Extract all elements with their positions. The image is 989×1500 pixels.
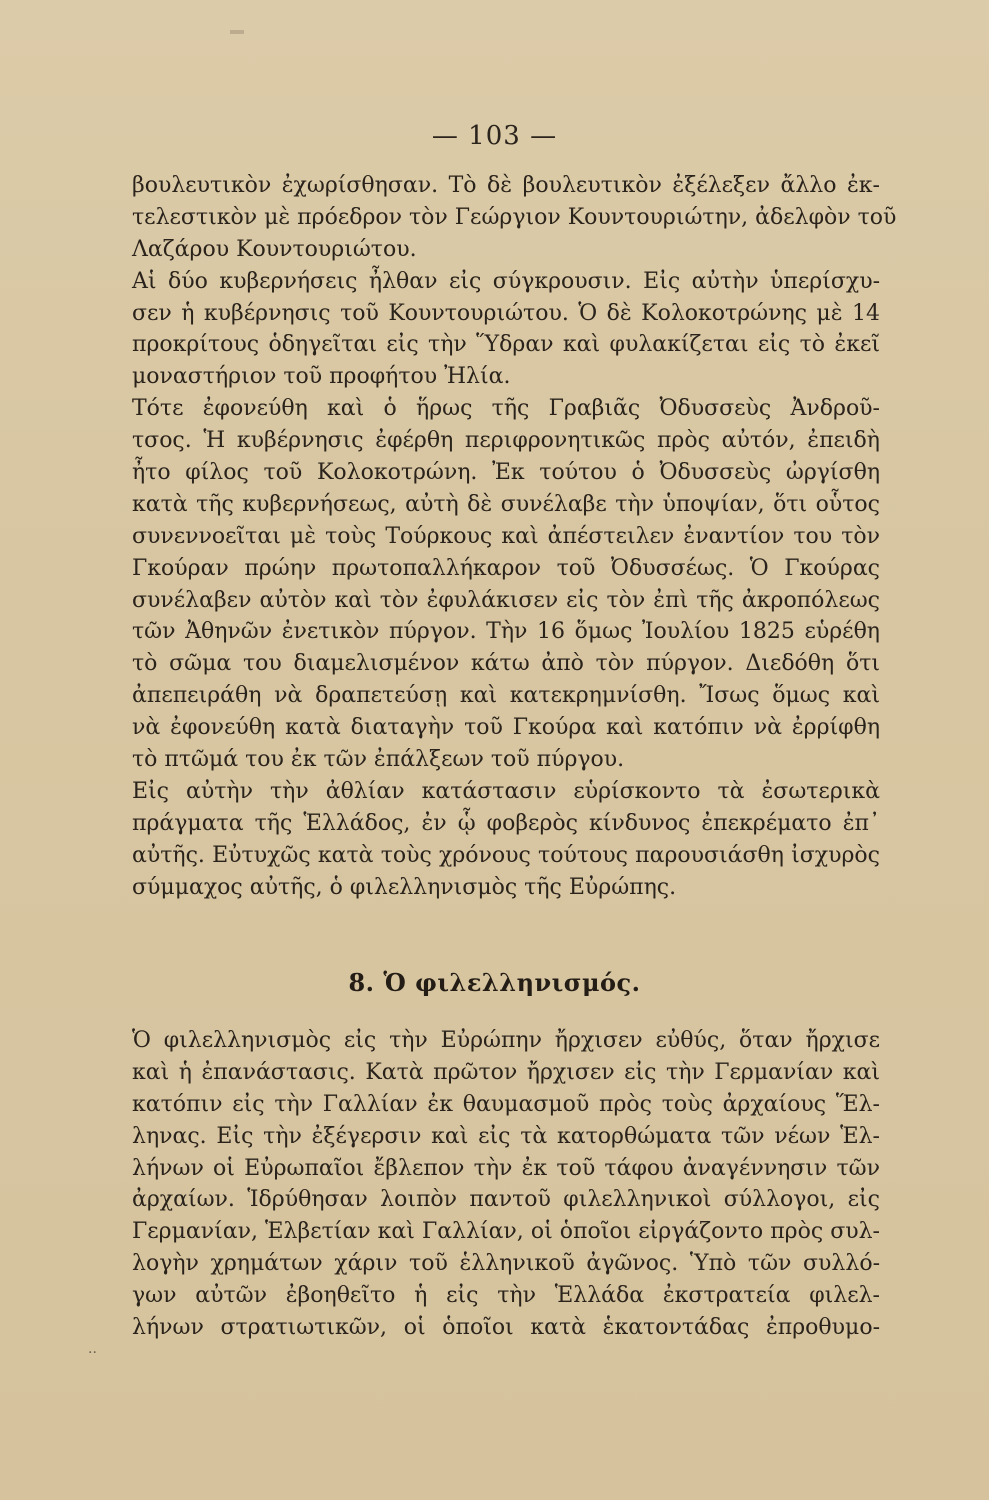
text-line: κατὰ τῆς κυβερνήσεως, αὐτὴ δὲ συνέλαβε τὴν ὑποψίαν, ὅτι οὗτος: [132, 491, 880, 517]
text-line: κατόπιν εἰς τὴν Γαλλίαν ἐκ θαυμασμοῦ πρὸς τοὺς ἀρχαίους Ἕλ-: [132, 1091, 880, 1117]
text-line: Ὁ φιλελληνισμὸς εἰς τὴν Εὐρώπην ἤρχισεν εὐθύς, ὅταν ἤρχισε: [132, 1028, 880, 1053]
text-line: τελεστικὸν μὲ πρόεδρον τὸν Γεώργιον Κουντουριώτην, ἀδελφὸν τοῦ: [132, 204, 897, 230]
text-line: σύμμαχος αὐτῆς, ὁ φιλελληνισμὸς τῆς Εὐρώπης.: [132, 874, 677, 900]
text-line: τσος. Ἡ κυβέρνησις ἐφέρθη περιφρονητικῶς πρὸς αὐτόν, ἐπειδὴ: [132, 428, 880, 454]
text-line: καὶ ἡ ἐπανάστασις. Κατὰ πρῶτον ἤρχισεν εἰς τὴν Γερμανίαν καὶ: [132, 1059, 880, 1085]
text-line: ἦτο φίλος τοῦ Κολοκοτρώνη. Ἐκ τούτου ὁ Ὀδυσσεὺς ὠργίσθη: [132, 460, 880, 486]
text-line: ἀρχαίων. Ἱδρύθησαν λοιπὸν παντοῦ φιλελληνικοὶ σύλλογοι, εἰς: [132, 1187, 880, 1213]
text-line: λήνων οἱ Εὐρωπαῖοι ἔβλεπον τὴν ἐκ τοῦ τάφου ἀναγέννησιν τῶν: [132, 1155, 880, 1181]
text-line: γων αὐτῶν ἐβοηθεῖτο ἡ εἰς τὴν Ἑλλάδα ἐκστρατεία φιλελ-: [132, 1283, 880, 1309]
text-line: τὸ σῶμα του διαμελισμένον κάτω ἀπὸ τὸν πύργον. Διεδόθη ὅτι: [132, 651, 880, 677]
text-line: αὐτῆς. Εὐτυχῶς κατὰ τοὺς χρόνους τούτους παρουσιάσθη ἰσχυρὸς: [132, 842, 880, 868]
text-line: συνεννοεῖται μὲ τοὺς Τούρκους καὶ ἀπέστειλεν ἐναντίον του τὸν: [132, 523, 880, 549]
text-line: μοναστήριον τοῦ προφήτου Ἠλία.: [132, 364, 511, 390]
text-line: νὰ ἐφονεύθη κατὰ διαταγὴν τοῦ Γκούρα καὶ κατόπιν νὰ ἐρρίφθη: [132, 715, 880, 741]
text-line: ληνας. Εἰς τὴν ἐξέγερσιν καὶ εἰς τὰ κατορθώματα τῶν νέων Ἑλ-: [132, 1123, 880, 1149]
text-line: λογὴν χρημάτων χάριν τοῦ ἑλληνικοῦ ἀγῶνος. Ὑπὸ τῶν συλλό-: [132, 1251, 880, 1277]
text-line: Αἱ δύο κυβερνήσεις ἦλθαν εἰς σύγκρουσιν. Εἰς αὐτὴν ὑπερίσχυ-: [132, 268, 880, 294]
ink-smudge: [230, 30, 244, 34]
text-line: βουλευτικὸν ἐχωρίσθησαν. Τὸ δὲ βουλευτικὸν ἐξέλεξεν ἄλλο ἐκ-: [132, 173, 880, 198]
text-line: Γερμανίαν, Ἑλβετίαν καὶ Γαλλίαν, οἱ ὁποῖοι εἰργάζοντο πρὸς συλ-: [132, 1219, 880, 1245]
paragraph-1: [132, 170, 897, 903]
margin-mark: ··: [88, 1345, 97, 1361]
paragraph-2: [132, 1025, 880, 1344]
text-line: σεν ἡ κυβέρνησις τοῦ Κουντουριώτου. Ὁ δὲ Κολοκοτρώνης μὲ 14: [132, 300, 880, 326]
text-line: τὸ πτῶμά του ἐκ τῶν ἐπάλξεων τοῦ πύργου.: [132, 747, 625, 773]
text-line: τῶν Ἀθηνῶν ἐνετικὸν πύργον. Τὴν 16 ὅμως Ἰουλίου 1825 εὑρέθη: [132, 619, 880, 645]
section-heading: 8. Ὁ φιλελληνισμός.: [348, 968, 641, 997]
text-line: συνέλαβεν αὐτὸν καὶ τὸν ἐφυλάκισεν εἰς τὸν ἐπὶ τῆς ἀκροπόλεως: [132, 587, 880, 613]
text-line: προκρίτους ὁδηγεῖται εἰς τὴν Ὕδραν καὶ φυλακίζεται εἰς τὸ ἐκεῖ: [132, 332, 880, 358]
text-line: Γκούραν πρώην πρωτοπαλλήκαρον τοῦ Ὀδυσσέως. Ὁ Γκούρας: [132, 555, 880, 581]
text-line: πράγματα τῆς Ἑλλάδος, ἐν ᾧ φοβερὸς κίνδυνος ἐπεκρέματο ἐπ᾽: [132, 810, 880, 836]
text-line: Λαζάρου Κουντουριώτου.: [132, 236, 417, 262]
text-line: λήνων στρατιωτικῶν, οἱ ὁποῖοι κατὰ ἑκατοντάδας ἐπροθυμο-: [132, 1315, 880, 1341]
text-line: Εἰς αὐτὴν τὴν ἀθλίαν κατάστασιν εὑρίσκοντο τὰ ἐσωτερικὰ: [132, 778, 880, 804]
text-line: ἀπεπειράθη νὰ δραπετεύσῃ καὶ κατεκρημνίσθη. Ἴσως ὅμως καὶ: [132, 683, 880, 709]
page-number: — 103 —: [431, 121, 558, 151]
text-line: Τότε ἐφονεύθη καὶ ὁ ἥρως τῆς Γραβιᾶς Ὀδυσσεὺς Ἀνδροῦ-: [132, 396, 880, 422]
